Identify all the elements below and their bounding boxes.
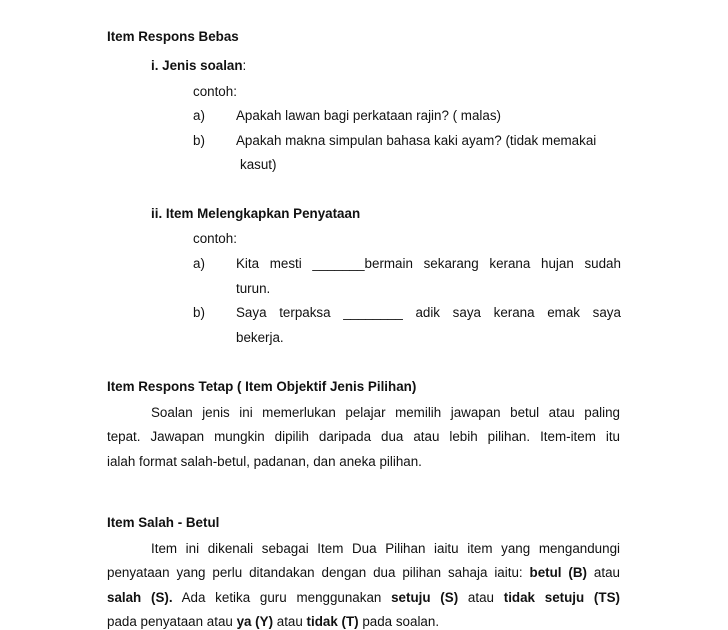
- text-run: atau: [458, 590, 504, 605]
- subheading-item-melengkapkan: ii. Item Melengkapkan Penyataan: [151, 206, 361, 221]
- word: mesti: [269, 256, 302, 271]
- subheading-jenis-soalan: [151, 58, 246, 73]
- list-label-b-2: b): [193, 305, 205, 320]
- list-text-b-2-line1: [236, 305, 621, 320]
- text-run-bold: betul (B): [529, 565, 588, 580]
- word-blank: ________: [343, 305, 403, 320]
- heading-item-salah-betul: Item Salah - Betul: [107, 515, 220, 530]
- list-label-b-1: b): [193, 133, 205, 148]
- word: kerana: [493, 305, 535, 320]
- list-text-a-2-line2: turun.: [236, 281, 271, 296]
- word: adik: [415, 305, 441, 320]
- contoh-label-1: contoh:: [193, 84, 237, 99]
- list-text-b-1-line2: kasut): [240, 157, 277, 172]
- subheading-jenis-soalan-text: i. Jenis soalan: [151, 58, 243, 73]
- paragraph-respons-tetap-line1: Soalan jenis ini memerlukan pelajar memilih jawapan betul atau paling: [151, 405, 620, 420]
- word: Saya: [236, 305, 267, 320]
- list-label-a-1: a): [193, 108, 205, 123]
- list-text-b-2-line2: bekerja.: [236, 330, 284, 345]
- paragraph-respons-tetap-line3: ialah format salah-betul, padanan, dan aneka pilihan.: [107, 454, 422, 469]
- text-run: Ada ketika guru menggunakan: [172, 590, 392, 605]
- text-run-bold: ya (Y): [236, 614, 274, 629]
- word: emak: [547, 305, 580, 320]
- list-text-b-1-line1: Apakah makna simpulan bahasa kaki ayam? (tidak memakai: [236, 133, 597, 148]
- text-run-bold: setuju (S): [391, 590, 459, 605]
- heading-item-respons-bebas: Item Respons Bebas: [107, 29, 239, 44]
- text-run-bold: tidak (T): [306, 614, 359, 629]
- text-run: penyataan yang perlu ditandakan dengan dua pilihan sahaja iaitu:: [107, 565, 530, 580]
- word: saya: [592, 305, 621, 320]
- word: hujan: [541, 256, 574, 271]
- paragraph-salah-betul-line4: [107, 614, 439, 629]
- word: saya: [452, 305, 481, 320]
- text-run-bold: tidak setuju (TS): [503, 590, 620, 605]
- list-label-a-2: a): [193, 256, 205, 271]
- text-run: pada penyataan atau: [107, 614, 237, 629]
- paragraph-salah-betul-line2: [107, 565, 620, 580]
- subheading-colon: :: [242, 58, 247, 73]
- list-text-a-2-line1: [236, 256, 621, 271]
- paragraph-salah-betul-line1: Item ini dikenali sebagai Item Dua Pilihan iaitu item yang mengandungi: [151, 541, 620, 556]
- word: terpaksa: [279, 305, 331, 320]
- word-blank: _______bermain: [312, 256, 413, 271]
- text-run-bold: salah (S).: [107, 590, 173, 605]
- text-run: atau: [273, 614, 307, 629]
- heading-item-respons-tetap: Item Respons Tetap ( Item Objektif Jenis Pilihan): [107, 379, 417, 394]
- word: sekarang: [423, 256, 479, 271]
- contoh-label-2: contoh:: [193, 231, 237, 246]
- paragraph-salah-betul-line3: [107, 590, 620, 605]
- paragraph-respons-tetap-line2: tepat. Jawapan mungkin dipilih daripada dua atau lebih pilihan. Item-item itu: [107, 429, 620, 444]
- word: kerana: [489, 256, 531, 271]
- word: Kita: [236, 256, 260, 271]
- list-text-a-1: Apakah lawan bagi perkataan rajin? ( malas): [236, 108, 501, 123]
- text-run: atau: [587, 565, 620, 580]
- word: sudah: [584, 256, 621, 271]
- text-run: pada soalan.: [358, 614, 440, 629]
